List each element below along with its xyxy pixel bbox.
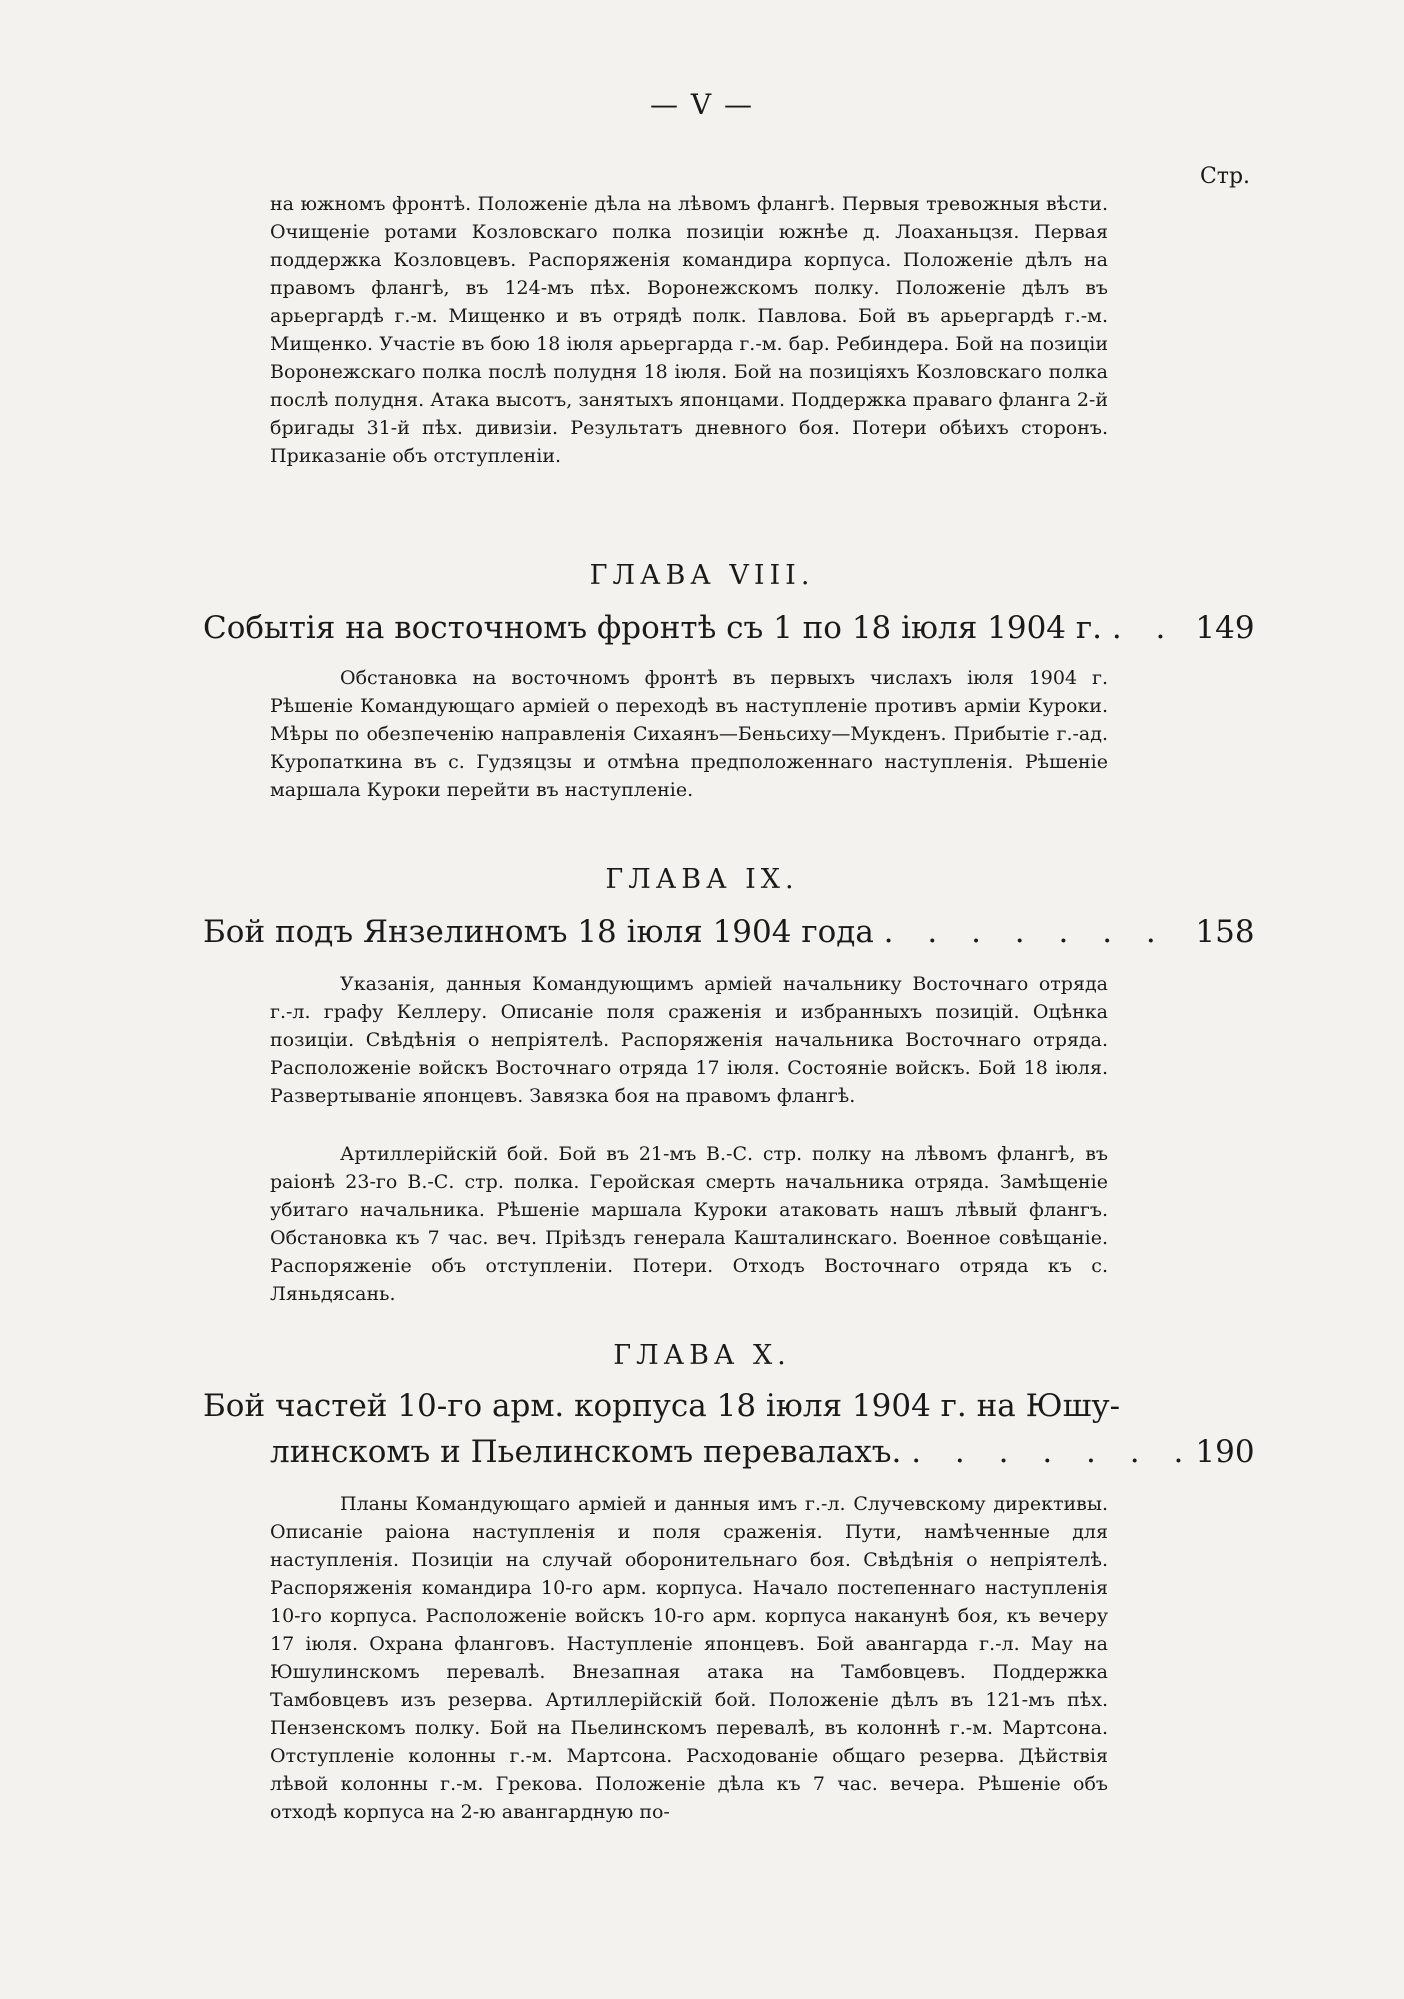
chapter-page-number: 149 bbox=[1195, 610, 1255, 646]
chapter-title-x-line1: Бой частей 10-го арм. корпуса 18 iюля 1904 г. на Юшу- bbox=[203, 1388, 1121, 1424]
chapter-heading-viii: ГЛАВА VIII. bbox=[589, 560, 815, 591]
leader-dots: . . . . . . . bbox=[911, 1434, 1196, 1470]
chapter-title-viii bbox=[203, 606, 1178, 650]
chapter-summary: Планы Командующаго армiей и данныя имъ г.-л. Случевскому директивы. Описанiе раiона наступленiя и поля сраженiя. Пути, намѣченные для наступленiя. Позицiи на случай оборонительнаго боя. Свѣдѣнiя о непрiятелѣ. Распоряженiя командира 10-го арм. корпуса. Начало постепеннаго наступленiя 10-го корпуса. Расположенiе войскъ 10-го арм. корпуса наканунѣ боя, къ вечеру 17 iюля. Охрана фланговъ. Наступленiе японцевъ. Бой авангарда г.-л. Мау на Юшулинскомъ перевалѣ. Внезапная атака на Тамбовцевъ. Поддержка Тамбовцевъ изъ резерва. Артиллерiйскiй бой. Положенiе дѣлъ въ 121-мъ пѣх. Пензенскомъ полку. Бой на Пьелинскомъ перевалѣ, въ колоннѣ г.-м. Мартсона. Отступленiе колонны г.-м. Мартсона. Расходованiе общаго резерва. Дѣйствiя лѣвой колонны г.-м. Грекова. Положенiе дѣла къ 7 час. вечера. Рѣшенiе объ отходѣ корпуса на 2-ю авангардную по- bbox=[270, 1493, 1108, 1823]
chapter-title-x-line2 bbox=[270, 1430, 1196, 1474]
chapter-heading-ix: ГЛАВА IX. bbox=[605, 864, 799, 895]
chapter-summary: Артиллерiйскiй бой. Бой въ 21-мъ В.-С. стр. полку на лѣвомъ флангѣ, въ раiонѣ 23-го В.-С. стр. полка. Геройская смерть начальника отряда. Замѣщенiе убитаго начальника. Рѣшенiе маршала Куроки атаковать нашъ лѣвый флангъ. Обстановка къ 7 час. веч. Прiѣздъ генерала Кашталинскаго. Военное совѣщанiе. Распоряженiе объ отступленiи. Потери. Отходъ Восточнаго отряда къ с. Ляньдясань. bbox=[270, 1143, 1108, 1305]
intro-paragraph: на южномъ фронтѣ. Положенiе дѣла на лѣвомъ флангѣ. Первыя тревожныя вѣсти. Очищенiе ротами Козловскаго полка позицiи южнѣе д. Лоаханьцзя. Первая поддержка Козловцевъ. Распоряженiя командира корпуса. Положенiе дѣлъ на правомъ флангѣ, въ 124-мъ пѣх. Воронежскомъ полку. Положенiе дѣлъ въ арьергардѣ г.-м. Мищенко и въ отрядѣ полк. Павлова. Бой въ арьергардѣ г.-м. Мищенко. Участiе въ бою 18 iюля арьергарда г.-м. бар. Ребиндера. Бой на позицiи Воронежскаго полка послѣ полудня 18 iюля. Бой на позицiяхъ Козловскаго полка послѣ полудня. Атака высотъ, занятыхъ японцами. Поддержка праваго фланга 2-й бригады 31-й пѣх. дивизiи. Результатъ дневного боя. Потери обѣихъ сторонъ. Приказанiе объ отступленiи. bbox=[270, 193, 1108, 467]
leader-dots: . . . . . . . bbox=[883, 914, 1168, 950]
chapter-title-text: линскомъ и Пьелинскомъ перевалахъ. bbox=[270, 1434, 902, 1470]
chapter-page-number: 190 bbox=[1195, 1434, 1255, 1470]
chapter-title-text: Бой подъ Янзелиномъ 18 iюля 1904 года bbox=[203, 914, 874, 950]
chapter-title-text: Событiя на восточномъ фронтѣ съ 1 по 18 iюля 1904 г. bbox=[203, 610, 1102, 646]
chapter-title-ix bbox=[203, 910, 1168, 954]
leader-dots: . . bbox=[1111, 610, 1178, 646]
chapter-heading-x: ГЛАВА X. bbox=[613, 1340, 791, 1371]
chapter-page-number: 158 bbox=[1195, 914, 1255, 950]
page-column-label: Стр. bbox=[1199, 164, 1251, 189]
chapter-summary: Указанiя, данныя Командующимъ армiей начальнику Восточнаго отряда г.-л. графу Келлеру. Описанiе поля сраженiя и избранныхъ позицiй. Оцѣнка позицiи. Свѣдѣнiя о непрiятелѣ. Распоряженiя начальника Восточнаго отряда. Расположенiе войскъ Восточнаго отряда 17 iюля. Состоянiе войскъ. Бой 18 iюля. Развертыванiе японцевъ. Завязка боя на правомъ флангѣ. bbox=[270, 973, 1108, 1107]
page-number: — V — bbox=[649, 88, 755, 121]
chapter-summary: Обстановка на восточномъ фронтѣ въ первыхъ числахъ iюля 1904 г. Рѣшенiе Командующаго армiей о переходѣ въ наступленiе противъ армiи Куроки. Мѣры по обезпеченiю направленiя Сихаянъ—Беньсиху—Мукденъ. Прибытiе г.-ад. Куропаткина въ с. Гудзяцзы и отмѣна предположеннаго наступленiя. Рѣшенiе маршала Куроки перейти въ наступленiе. bbox=[270, 667, 1108, 801]
